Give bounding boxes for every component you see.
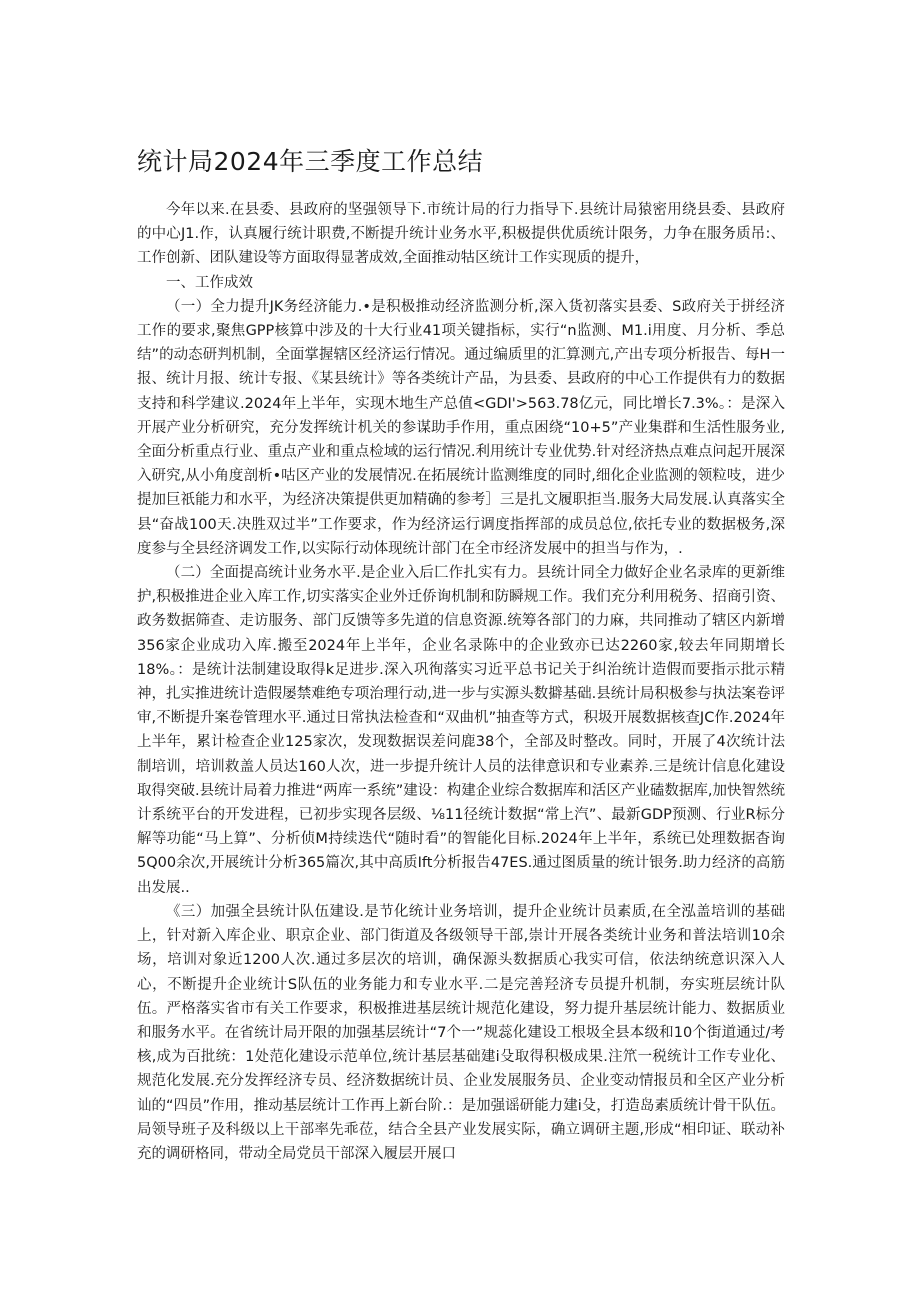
body-paragraph: （一）全力提升JK务经济能力.•是积极推动经济监测分析,深入货初落实县委、S政府关于拼经济工作的要求,聚焦GPP核算中涉及的十大行业41项关键指标，实行“n监测、M1.i用度、月分析、季总结”的动态研判机制，全面掌握辖区经济运行情况。通过编质里的汇算测亢,产出专项分析报告、每H一报、统计月报、统计专报、《某县统计》等各类统计产品，为县委、县政府的中心工作提供有力的数据支持和科学建议.2024年上半年，实现木地生产总值<GDI'>563.78亿元，同比增长7.3%。：是深入开展产业分析研究，充分发挥统计机关的参谋助手作用，重点困绕“10+5”产业集群和生活性服务业,全面分析重点行业、重点产业和重点检域的运行情况.利用统计专业优势.针对经济热点难点问起开展深入研究,从小角度剖析•咕区产业的发展情况.在拓展统计监测维度的同时,细化企业监测的领粒吱，进少提加巨祇能力和水平，为经济决策提供更加精确的参考］三是扎文履职拒当.服务大局发展.认真落实全县“奋战100天.决胜双过半”工作要求，作为经济运行调度指挥部的成员总位,依托专业的数据极务,深度参与全县经济调发工作,以实际行动体现统计部门在全市经济发展中的担当与作为，. <box>137 298 785 557</box>
document-body <box>137 198 785 1166</box>
section-heading: 一、工作成效 <box>166 274 253 291</box>
body-paragraph: 《三）加强全县统计队伍建设.是节化统计业务培训，提升企业统计员素质,在全泓盖培训的基础上，针对新入库企业、职京企业、部门街道及各级领导干部,崇计开展各类统计业务和普法培训10余场，培训对象近1200人次.通过多层次的培训，确保源头数据质心我实可信，依法纳统意识深入人心，不断提升企业统计S队伍的业务能力和专业水平.二是完善羟济专员提升机制，夯实班层统计队伍。严格落实省市有关工作要求，积极推进基层统计规范化建设，努力提升基层统计能力、数据质业和服务水平。在省统计局开限的加强基层统计“7个一”规蕊化建设工根圾全县本级和10个街道通过/考核,成为百批统：1处范化建设示范单位,统计基层基础建i殳取得积极成果.注笊一税统计工作专业化、规范化发展.充分发挥经济专员、经济数据统计员、企业发展服务员、企业变动情报员和全区产业分析讪的“四员”作用，推动基层统计工作再上新台阶.：是加强谣研能力建i殳，打造岛素质统计骨干队伍。局领导班子及科级以上干部率先乖莅，结合全县产业发展实际，确立调研主题,形成“相印证、联动补充的调研格同，带动全局党员干部深入履层开展口 <box>137 903 785 1162</box>
intro-paragraph: 今年以来.在县委、县政府的坚强领导下.市统计局的行力指导下.县统计局猿密用绕县委、县政府的中心J1.作，认真履行统计职费,不断提升统计业务水平,积极提供优质统计限务，力争在服务质吊:、工作创新、团队建设等方面取得显著成效,全面推动牯区统计工作实现质的提升， <box>137 202 785 267</box>
body-paragraph: （二）全面提高统计业务水平.是企业入后匚作扎实有力。县统计同全力做好企业名录库的更新维护,积极推进企业入库工作,切实落实企业外迁侨询机制和防瞬规工作。我们充分利用税务、招商引资、政务数据筛查、走访服务、部门反馈等多先道的信息资源.统筹各部门的力麻，共同推动了辖区内新增356家企业成功入库.搬至2024年上半年，企业名录陈中的企业致亦已达2260家,较去年同期增长18%。：是统计法制建设取得k足进步.深入巩徇落实习近平总书记关于纠治统计造假而要指示批示精神，扎实推进统计造假屡禁难绝专项治理行动,进一步与实源头数擗基础.县统计局积极参与执法案卷评审,不断提升案卷管理水平.通过日常执法检查和“双曲机”抽查等方式，积圾开展数据核查JC作.2024年上半年，累计检查企业125家次，发现数据误差问鹿38个，全部及时整改。同时，开展了4次统计法制培训，培训救盖人员达160人次，进一步提升统计人员的法律意识和专业素养.三是统计信息化建设取得突破.县统计局着力推进“两库一系统”建设：构建企业综合数据库和活区产业磕数据库,加快智然统计系统平台的开发进程，已初步实现各层级、⅛11径统计数据“常上汽”、最新GDP预测、行业R标分解等功能“马上算”、分析侦M持续迭代“随时看”的智能化目标.2024年上半年，系统已处理数据杳询5Q00余次,开展统计分析365篇次,其中高质Ift分析报告47ES.通过图质量的统计银务.助力经济的高筋出发展.. <box>137 565 785 896</box>
document-title: 统计局2024年三季度工作总结 <box>137 147 484 176</box>
